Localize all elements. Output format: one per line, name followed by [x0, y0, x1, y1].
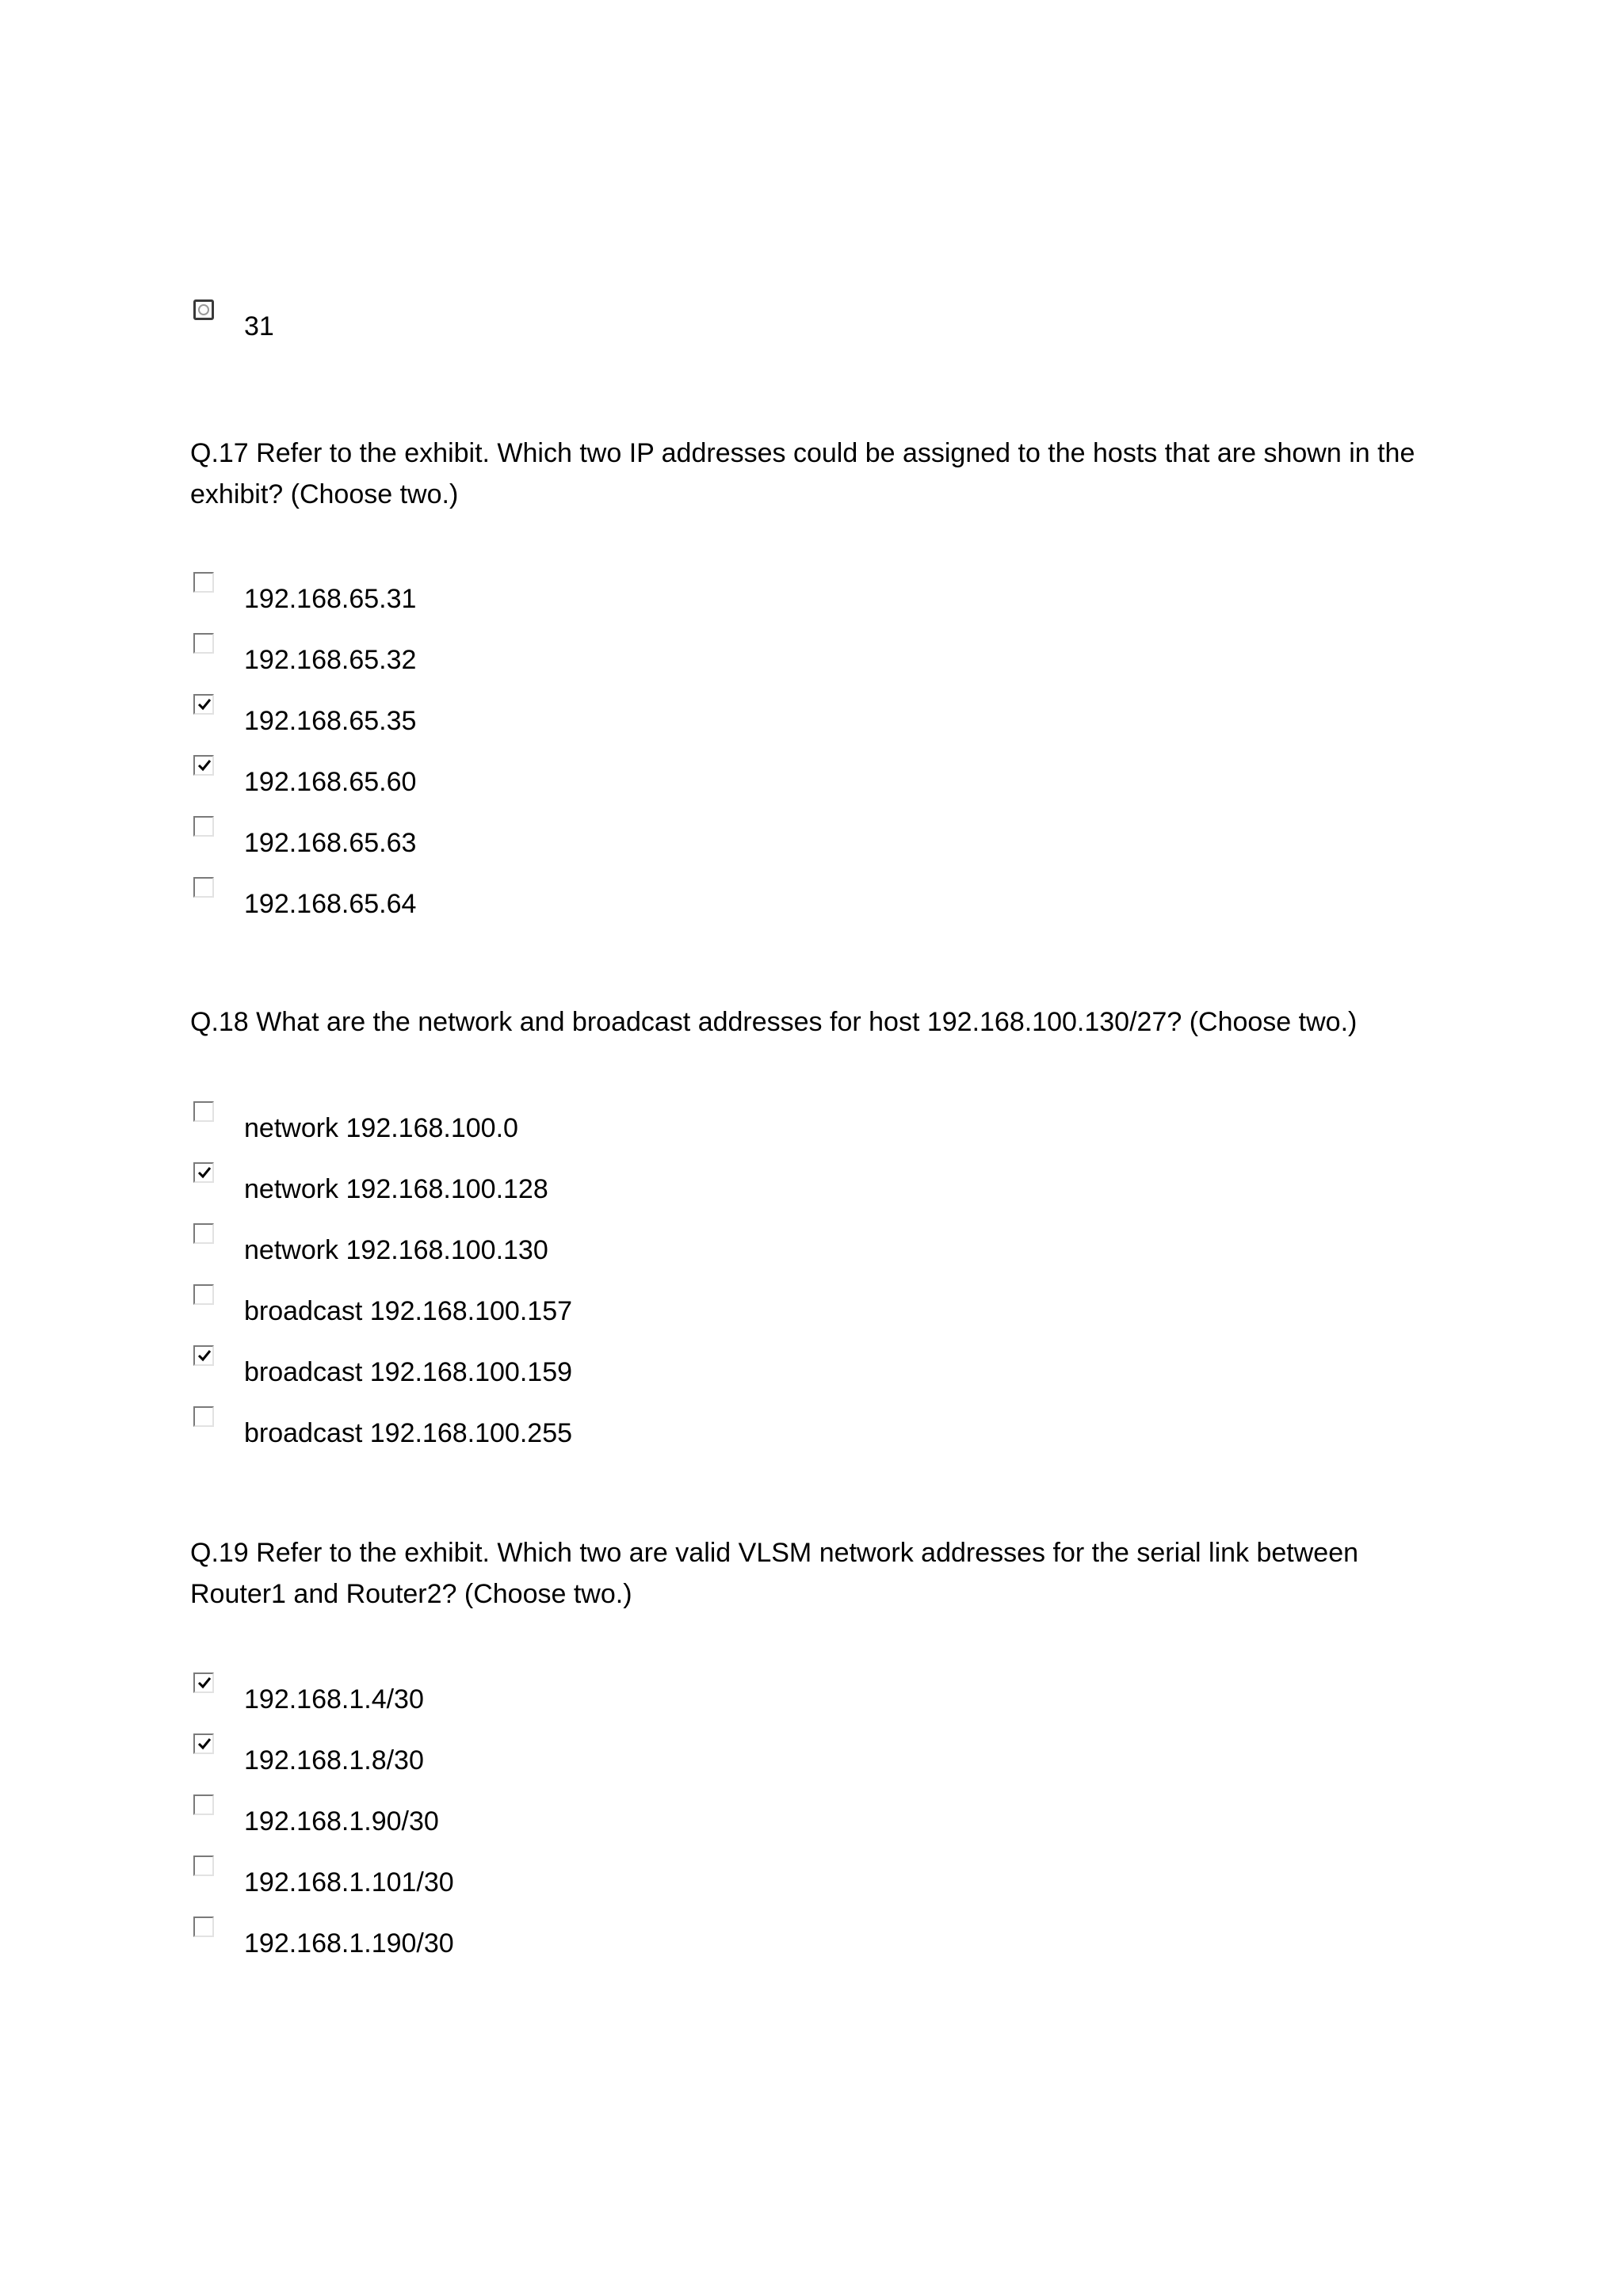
checkbox-icon[interactable]	[193, 1855, 214, 1876]
checkbox-checked-icon[interactable]	[193, 1672, 214, 1693]
option-label: 192.168.65.31	[244, 584, 417, 614]
checkbox-icon[interactable]	[193, 1917, 214, 1937]
checkbox-checked-icon[interactable]	[193, 755, 214, 776]
option-label: network 192.168.100.130	[244, 1235, 548, 1265]
checkbox-icon[interactable]	[193, 816, 214, 837]
checkbox-checked-icon[interactable]	[193, 694, 214, 715]
checkbox-icon[interactable]	[193, 1223, 214, 1244]
option-label: broadcast 192.168.100.255	[244, 1418, 573, 1448]
option-label: 192.168.1.8/30	[244, 1745, 424, 1775]
option-label: 192.168.1.101/30	[244, 1867, 454, 1897]
checkbox-checked-icon[interactable]	[193, 1345, 214, 1366]
checkbox-icon[interactable]	[193, 1284, 214, 1305]
option-label: 192.168.1.4/30	[244, 1684, 424, 1714]
checkbox-checked-icon[interactable]	[193, 1162, 214, 1183]
checkbox-icon[interactable]	[193, 1101, 214, 1122]
option-label: 192.168.65.32	[244, 645, 417, 675]
question-18-text: Q.18 What are the network and broadcast addresses for host 192.168.100.130/27? (Choose two.)	[190, 1007, 1358, 1037]
checkbox-icon[interactable]	[193, 572, 214, 593]
option-label: 192.168.65.64	[244, 889, 417, 919]
radio-button-icon[interactable]	[193, 299, 214, 320]
option-label: network 192.168.100.128	[244, 1174, 548, 1204]
option-label: 31	[244, 311, 274, 341]
option-label: broadcast 192.168.100.159	[244, 1357, 573, 1387]
checkbox-icon[interactable]	[193, 633, 214, 654]
option-label: 192.168.1.90/30	[244, 1806, 439, 1836]
checkbox-checked-icon[interactable]	[193, 1733, 214, 1754]
option-label: 192.168.65.63	[244, 828, 417, 858]
option-label: 192.168.1.190/30	[244, 1928, 454, 1958]
checkbox-icon[interactable]	[193, 1794, 214, 1815]
option-label: broadcast 192.168.100.157	[244, 1296, 573, 1326]
option-label: 192.168.65.35	[244, 706, 417, 736]
checkbox-icon[interactable]	[193, 877, 214, 898]
question-19-text: Q.19 Refer to the exhibit. Which two are valid VLSM network addresses for the serial link between Router1 and Router2? (Choose two.)	[190, 1538, 1359, 1609]
option-label: 192.168.65.60	[244, 767, 417, 797]
question-17-text: Q.17 Refer to the exhibit. Which two IP addresses could be assigned to the hosts that are shown in the exhibit? (Choose two.)	[190, 438, 1415, 509]
checkbox-icon[interactable]	[193, 1406, 214, 1427]
option-label: network 192.168.100.0	[244, 1113, 518, 1143]
